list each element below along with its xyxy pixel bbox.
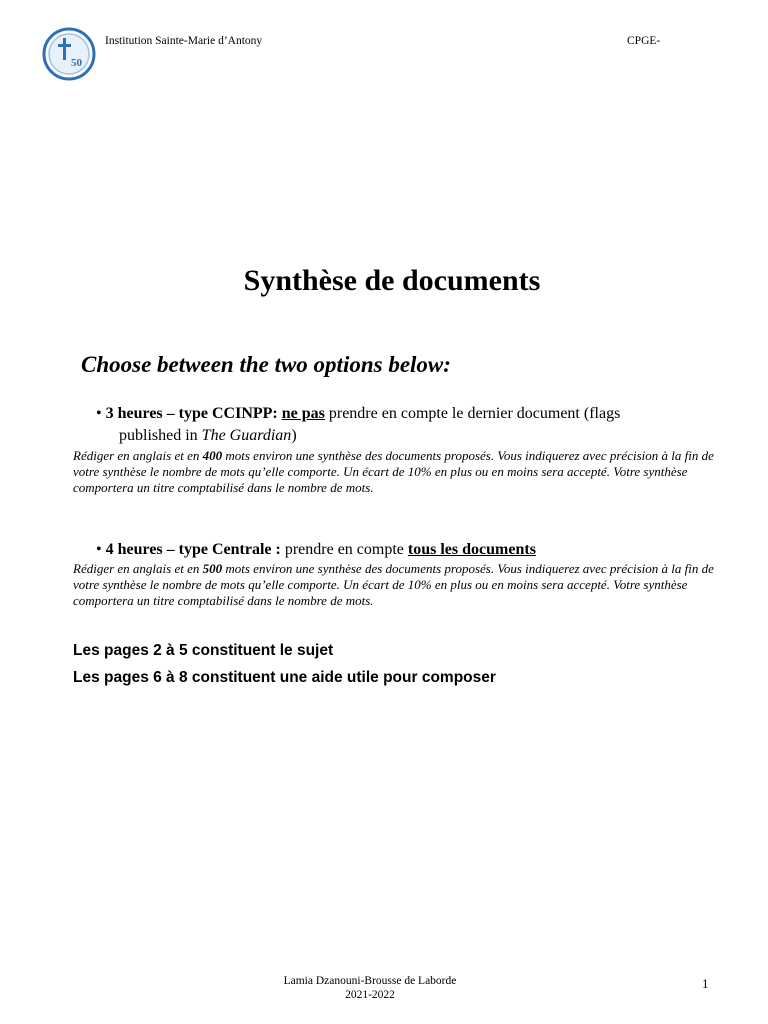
option-1-emphasis: ne pas <box>281 405 325 422</box>
option-2 <box>96 539 716 561</box>
option-1-line2: published in The Guardian) <box>119 427 297 444</box>
word-count-500: 500 <box>202 561 223 576</box>
option-2-text: prendre en compte <box>284 541 404 558</box>
school-year: 2021-2022 <box>345 989 395 1001</box>
page-title: Synthèse de documents <box>243 264 541 297</box>
footer-author <box>0 974 740 1002</box>
author-name: Lamia Dzanouni-Brousse de Laborde <box>283 975 457 987</box>
subtitle: Choose between the two options below: <box>81 352 451 377</box>
option-2-emphasis: tous les documents <box>407 541 536 558</box>
class-label: CPGE- <box>627 35 661 47</box>
option-1-source: The Guardian <box>201 427 292 444</box>
option-1-heading: 3 heures – type CCINPP: <box>105 405 278 422</box>
pages-note-subject: Les pages 2 à 5 constituent le sujet <box>73 642 334 659</box>
page-number: 1 <box>702 976 709 991</box>
option-2-heading: 4 heures – type Centrale : <box>105 541 281 558</box>
bullet: • <box>96 541 102 558</box>
school-logo <box>41 26 97 82</box>
option-1 <box>96 403 716 447</box>
option-1-text: prendre en compte le dernier document (flags <box>328 405 621 422</box>
pages-note-help: Les pages 6 à 8 constituent une aide utile pour composer <box>73 669 496 686</box>
bullet: • <box>96 405 102 422</box>
word-count-400: 400 <box>202 448 223 463</box>
instructions-2: Rédiger en anglais et en 500 mots environ une synthèse des documents proposés. Vous indiquerez avec précision à la fin de votre synthèse le nombre de mots qu’elle comporte. Un écart de 10% en plus ou en moins sera accepté. Votre synthèse comportera un titre comptabilisé dans le nombre de mots. <box>73 561 714 608</box>
instructions-1: Rédiger en anglais et en 400 mots environ une synthèse des documents proposés. Vous indiquerez avec précision à la fin de votre synthèse le nombre de mots qu’elle comporte. Un écart de 10% en plus ou en moins sera accepté. Votre synthèse comportera un titre comptabilisé dans le nombre de mots. <box>73 448 714 495</box>
institution-name: Institution Sainte-Marie d’Antony <box>105 35 263 47</box>
svg-text:50: 50 <box>71 57 82 69</box>
